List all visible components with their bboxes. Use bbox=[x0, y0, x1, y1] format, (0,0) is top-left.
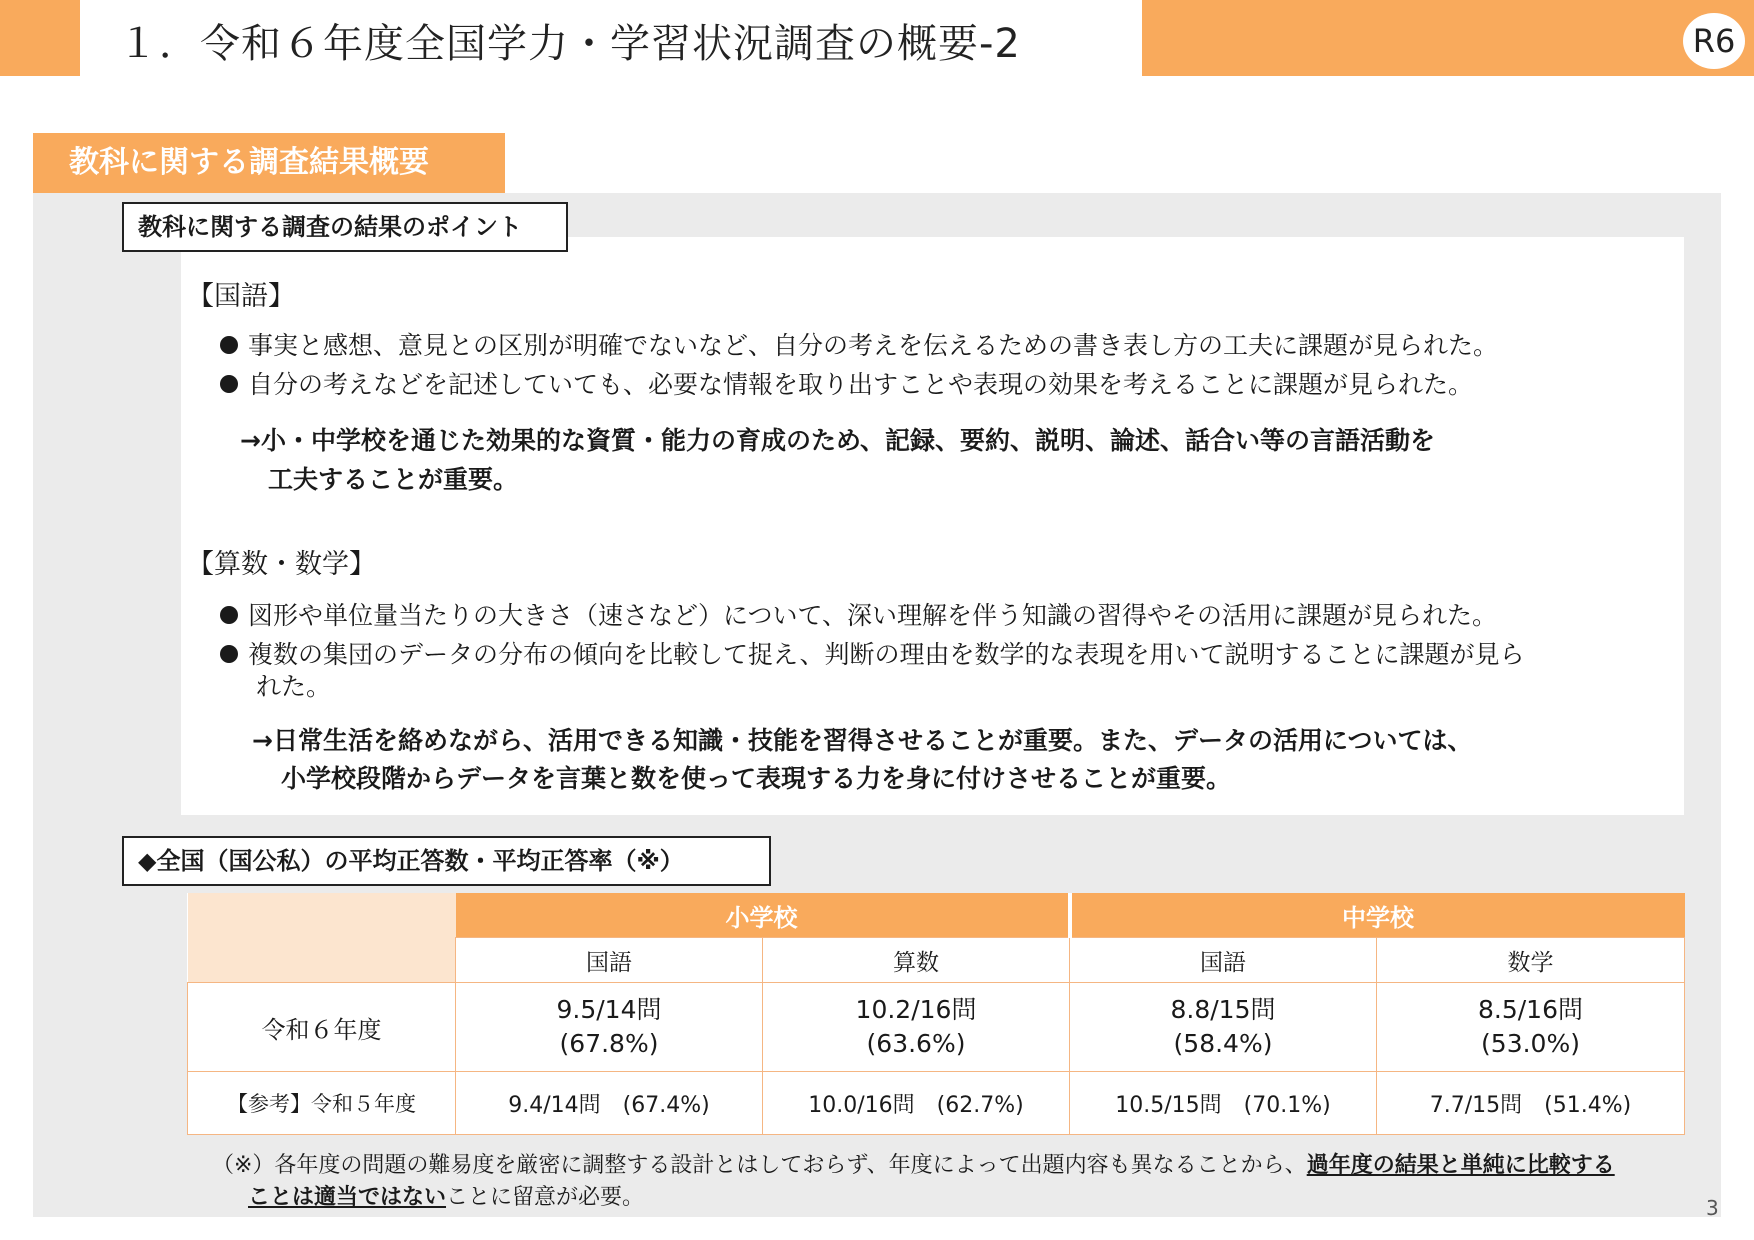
page-number: 3 bbox=[1706, 1196, 1719, 1220]
bullet-text: 図形や単位量当たりの大きさ（速さなど）について、深い理解を伴う知識の習得やその活用に課題が見られた。 bbox=[248, 601, 1498, 630]
bullet-dot bbox=[220, 375, 238, 393]
math-conclusion-line-2: 小学校段階からデータを言葉と数を使って表現する力を身に付けさせることが重要。 bbox=[281, 764, 1232, 793]
kokugo-bullet-2 bbox=[220, 365, 1473, 401]
table-cell: 10.0/16問 (62.7%) bbox=[763, 1072, 1070, 1135]
table-corner bbox=[188, 893, 456, 983]
average-count: 10.2/16問 bbox=[855, 995, 977, 1024]
average-rate: (67.8%) bbox=[559, 1029, 659, 1058]
kokugo-conclusion-line-2: 工夫することが重要。 bbox=[268, 465, 519, 494]
bullet-text: 複数の集団のデータの分布の傾向を比較して捉え、判断の理由を数学的な表現を用いて説明することに課題が見ら bbox=[248, 640, 1525, 669]
subject-header: 数学 bbox=[1377, 938, 1685, 983]
table-cell bbox=[1377, 983, 1685, 1072]
table-row bbox=[188, 1072, 1685, 1135]
average-rate: (63.6%) bbox=[866, 1029, 966, 1058]
table-cell: 10.5/15問 (70.1%) bbox=[1070, 1072, 1377, 1135]
math-conclusion-line-1: →日常生活を絡めながら、活用できる知識・技能を習得させることが重要。また、データの活用については、 bbox=[252, 726, 1473, 755]
math-bullet-1 bbox=[220, 596, 1497, 632]
bullet-text: 事実と感想、意見との区別が明確でないなど、自分の考えを伝えるための書き表し方の工夫に課題が見られた。 bbox=[248, 331, 1499, 360]
header-accent-left bbox=[0, 0, 80, 76]
subject-header: 算数 bbox=[763, 938, 1070, 983]
row-header: 【参考】令和５年度 bbox=[188, 1072, 456, 1135]
header-accent-right bbox=[1142, 0, 1754, 76]
table-cell bbox=[456, 983, 763, 1072]
row-header: 令和６年度 bbox=[188, 983, 456, 1072]
group-header-elementary: 小学校 bbox=[456, 893, 1070, 938]
points-label: 教科に関する調査の結果のポイント bbox=[122, 202, 568, 252]
bullet-dot bbox=[220, 336, 238, 354]
bullet-dot bbox=[220, 645, 238, 663]
table-cell: 9.4/14問 (67.4%) bbox=[456, 1072, 763, 1135]
math-bullet-2-continuation: れた。 bbox=[256, 672, 332, 701]
table-cell bbox=[763, 983, 1070, 1072]
footnote-emphasis: 過年度の結果と単純に比較する bbox=[1306, 1153, 1615, 1178]
average-rate: (53.0%) bbox=[1481, 1029, 1580, 1058]
subject-header: 国語 bbox=[456, 938, 763, 983]
footnote-line-1 bbox=[212, 1148, 1615, 1179]
subject-header: 国語 bbox=[1070, 938, 1377, 983]
table-row bbox=[188, 983, 1685, 1072]
page-title: １．令和６年度全国学力・学習状況調査の概要-2 bbox=[118, 21, 1021, 67]
footnote-line-2 bbox=[248, 1180, 644, 1211]
average-count: 8.8/15問 bbox=[1170, 995, 1276, 1024]
group-header-junior-high: 中学校 bbox=[1070, 893, 1685, 938]
math-bullet-2 bbox=[220, 635, 1525, 671]
year-badge: R6 bbox=[1683, 13, 1745, 69]
average-rate: (58.4%) bbox=[1173, 1029, 1273, 1058]
kokugo-conclusion-line-1: →小・中学校を通じた効果的な資質・能力の育成のため、記録、要約、説明、論述、話合い等の言語活動を bbox=[240, 426, 1435, 455]
averages-table bbox=[187, 893, 1685, 1135]
kokugo-bullet-1 bbox=[220, 326, 1498, 362]
footnote-text: （※）各年度の問題の難易度を厳密に調整する設計とはしておらず、年度によって出題内容も異なることから、 bbox=[212, 1153, 1307, 1178]
footnote-text: ことに留意が必要。 bbox=[446, 1185, 645, 1210]
averages-label: ◆全国（国公私）の平均正答数・平均正答率（※） bbox=[122, 836, 771, 886]
bullet-text: 自分の考えなどを記述していても、必要な情報を取り出すことや表現の効果を考えることに課題が見られた。 bbox=[248, 370, 1474, 399]
average-count: 9.5/14問 bbox=[556, 995, 662, 1024]
bullet-dot bbox=[220, 606, 238, 624]
section-label: 教科に関する調査結果概要 bbox=[33, 133, 505, 193]
kokugo-heading: 【国語】 bbox=[187, 281, 295, 312]
table-cell bbox=[1070, 983, 1377, 1072]
math-heading: 【算数・数学】 bbox=[187, 549, 376, 580]
footnote-emphasis: ことは適当ではない bbox=[248, 1185, 447, 1210]
average-count: 8.5/16問 bbox=[1478, 995, 1583, 1024]
table-cell: 7.7/15問 (51.4%) bbox=[1377, 1072, 1685, 1135]
